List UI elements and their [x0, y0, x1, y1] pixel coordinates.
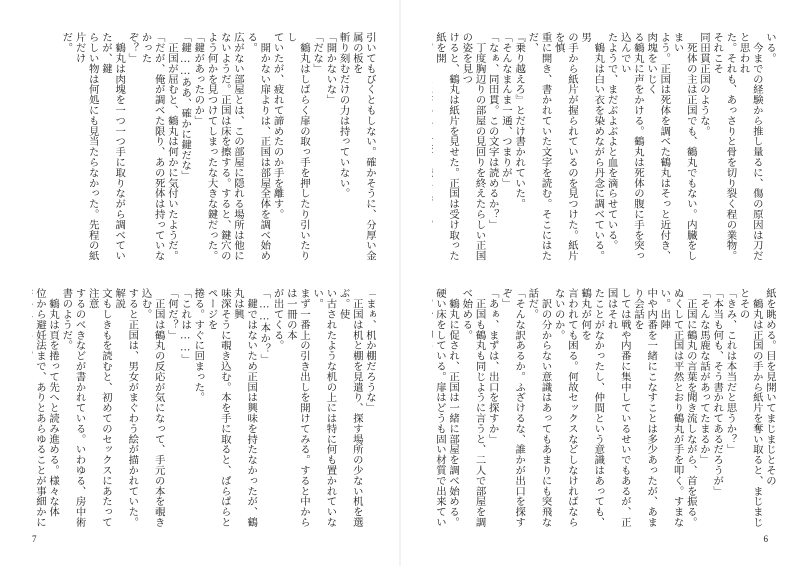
text-line: 書のようだ。 [60, 288, 73, 351]
text-line: らしい物は何処にも見当たらなかった。先程の紙片だけ [73, 32, 99, 261]
text-line: 「だな」 [311, 32, 324, 74]
text-line: 鶴丸はしばらく扉の取っ手を押したり引いたりし [284, 32, 310, 261]
text-line: 「だが、俺が調べた限り、あの死体は持っていなかった [139, 32, 165, 261]
text-line: の手から紙片が握られているのを見つけた。紙片を慎 [552, 32, 578, 261]
text-line: たようで、まだぶよぶよと血を滴らせている。 [605, 32, 618, 251]
text-line: 正国は鶴丸の反応が気になって、手元の本を覗き込む。 [139, 288, 165, 528]
text-line: 「……本か？」 [258, 288, 271, 364]
text-line: 文もしきもを読むと、初めてのセックスにあたって注意 [86, 288, 112, 528]
text-line: いる。 [764, 32, 776, 64]
text-line: 「そんなまんま一通、つまりが」 [499, 32, 512, 188]
text-line: 紙を眺める。目を見開いてまじまじとその [764, 288, 776, 486]
text-line: ぬくして正国は平然とおり鶴丸が手を叩く。すまない。出陣 [658, 288, 684, 528]
text-line: ないようだ。正国は床を擦する。すると、鍵穴の [218, 32, 231, 261]
text-line: 正国が屈むと、鶴丸は何かに気付いたようだ。 [165, 32, 178, 261]
text-line: 「鍵……ああ、確かに鍵だな」 [179, 32, 192, 181]
text-line: 捲る。すぐに回まった。 [192, 288, 205, 403]
text-line: するのべきなどが書かれている。いわゆる、房中術 [73, 288, 86, 528]
text-line: 鶴丸は肉塊を一つ一つ手に取りながら調べていたが、鍵 [99, 32, 126, 261]
text-line: 「鍵があったのか」 [192, 32, 205, 126]
text-line: 正国も鶴丸も同じように言うと、二人で部屋を調べ始める。 [460, 288, 486, 528]
text-line: 「まぁ、机か棚だろうな」 [364, 288, 376, 413]
left-page-lower-text [32, 288, 376, 534]
text-line: まず一番上の引き出しを開けてみる。すると中からは一冊の本 [284, 288, 310, 528]
page-number-left: 7 [32, 534, 37, 544]
text-line [432, 32, 433, 268]
text-line: 「あぁ、まずは、出口を探すか」 [486, 288, 499, 444]
text-line: 正国に鶴丸の言葉を聞き流しながら、首を振る。 [684, 288, 697, 528]
text-line: たことがなかったし、仲間という意識はあっても、鶴丸が何を [579, 288, 605, 528]
right-page-lower-text [432, 288, 776, 534]
text-line: ていたが、疲れて諦めたのか手を離す。 [271, 32, 284, 220]
text-line: 引いてもびくともしない。確かそうに、分厚い金属の板を [350, 32, 376, 261]
text-line: 斬り刻むだけの力は持っていない。 [337, 32, 350, 199]
text-line: 味深そうに覗き込む。本を手に取ると、ぱらぱらとページを [205, 288, 231, 528]
text-line: 死体の主は正国でも、鶴丸でもない。内臓をしまい [671, 32, 697, 261]
text-line: 「そんな訳あるか。ふざけるな、誰かが出口を探すぞ」 [499, 288, 526, 528]
text-line: だ。 [60, 32, 73, 53]
text-line: 正国は机と棚を見遣り、探す場所の少ない机を選ぶ。使 [337, 288, 363, 528]
text-line: 「何だ？」 [165, 288, 178, 340]
text-line: ぞ？」 [126, 32, 139, 64]
text-line: よう。正国は死体を調べた鶴丸はそっと近付き、肉塊をいじく [645, 32, 671, 261]
text-line: 鍵ではないため正国は興味を持たなかったが、鶴丸は興 [231, 288, 258, 528]
text-line: 鶴丸は頁を捲って先へと読み進める。様々な体 [47, 288, 60, 517]
text-line: 鶴丸は白い衣を染めながら丹念に調べている。男 [579, 32, 605, 261]
right-page [400, 0, 800, 566]
text-line: 言われても困る。何故セックスなどしなければならないのか。 [552, 288, 578, 528]
text-line: た。それも、あっさりと骨を切り裂く程の業物。それこそ [711, 32, 737, 261]
text-line: しては戦や内番に集中しているせいでもあるが、正国はそれ [605, 288, 631, 528]
text-line: よう何かを見つけてしまったな大きな鍵だった。 [205, 32, 218, 261]
text-line: 開かない扉よりは、正国は部屋全体を調べ始める。 [245, 32, 271, 261]
text-line: 訳の分からない意識はあってもあまりにも突飛な話だ。 [526, 288, 552, 528]
text-line: すると正国は、男女がまぐわう絵が描かれていた。解説 [113, 288, 139, 528]
left-page-upper-text [32, 32, 376, 268]
text-line: 重に開き、書かれていた文字を読む。そこにはただ、 [526, 32, 552, 261]
text-line: 位から避妊法まで、ありとあらゆることが事細かに [33, 288, 46, 528]
text-line: 鶴丸は正国の手から紙片を奪い取ると、まじまじとその [737, 288, 763, 528]
text-line: 硬い床をしている。扉はどうも固い材質で出来てい [433, 288, 446, 528]
text-line: けると、鶴丸は紙片を見せた。正国は受け取った紙を開 [433, 32, 460, 261]
text-line: 「そんな馬鹿な話があってたまるか」 [697, 288, 710, 465]
text-line: る鶴丸に声をかける。鶴丸は死体の腹に手を突っ込んでい [618, 32, 644, 261]
text-line: 中や内番を一緒にこなすことは多少あったが、あまり会話を [631, 288, 658, 528]
text-line: 「開かないな」 [324, 32, 337, 105]
text-line: 今までの経験から推し量るに、傷の原因は刀だと思われ [737, 32, 763, 261]
right-page-upper-text [432, 32, 776, 268]
text-line: い古されたような机の上には特に何も置かれていない。 [311, 288, 337, 528]
text-line: 同田貫正国のような。 [697, 32, 710, 136]
text-line: 鶴丸に促され、正国は一緒に部屋を調べ始める。 [447, 288, 460, 528]
text-line: 「本当も何も、そう書かれてあるだろうが」 [711, 288, 724, 496]
text-line: 「なぁ、同田貫。この文字は読めるか？」 [486, 32, 499, 230]
text-line: 広がない部屋とは、この部屋に隠れる場所は他に [231, 32, 244, 261]
page-number-right: 6 [763, 534, 768, 544]
text-line: 『乗り越えろ』とだけ書かれていた。 [513, 32, 526, 209]
text-line: が出てくる。 [271, 288, 284, 351]
text-line: 「これは……」 [179, 288, 192, 364]
text-line: 「きみ、これは本当だと思うか？」 [724, 288, 737, 455]
text-line: 丁度胸辺りの部屋の見回りを終えたらしい正国の姿を見つ [460, 32, 486, 261]
